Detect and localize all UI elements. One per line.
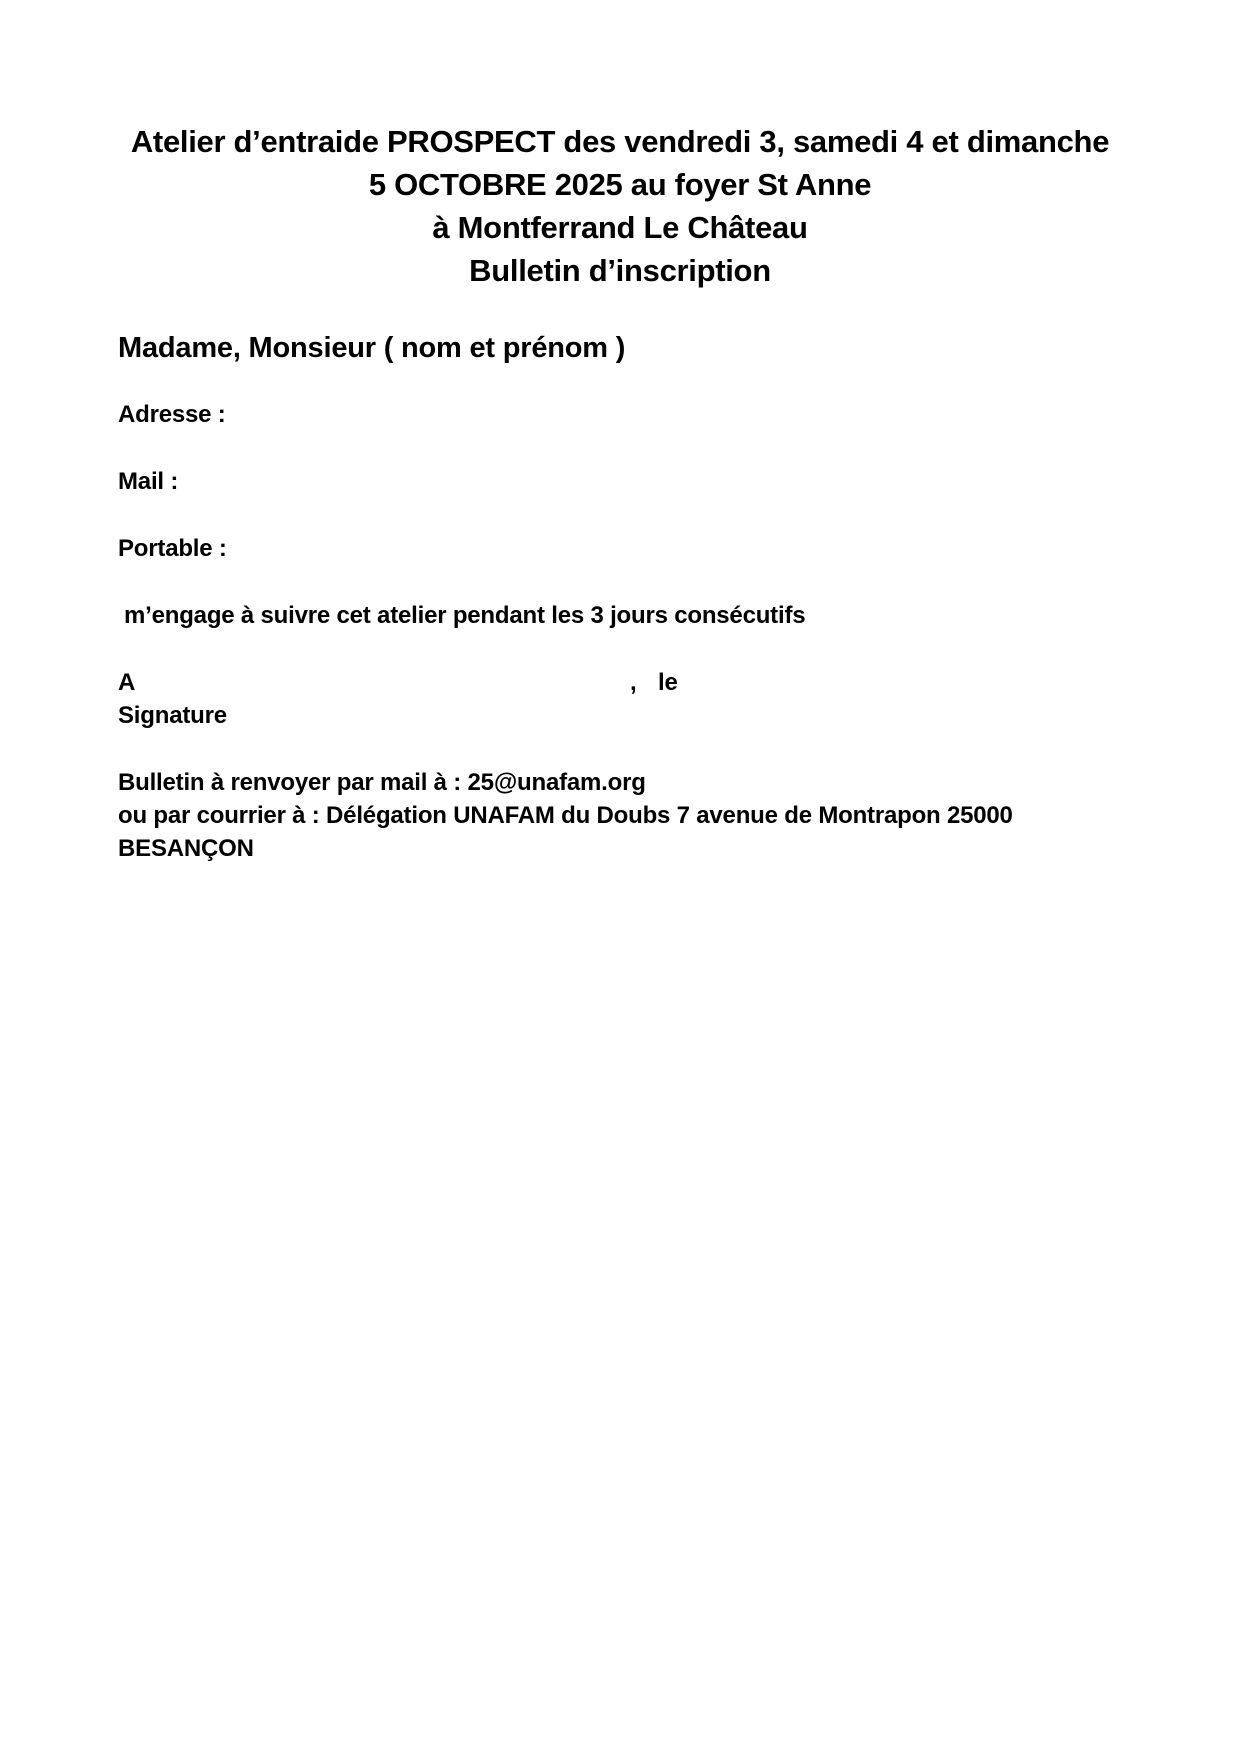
mail-label: Mail : [118, 468, 179, 495]
phone-label: Portable : [118, 535, 227, 562]
commitment-text: m’engage à suivre cet atelier pendant les 3 jours consécutifs [124, 602, 806, 629]
document-title [100, 120, 1140, 292]
return-mail-line: Bulletin à renvoyer par mail à : 25@unafam.org [118, 769, 646, 796]
title-line-4: Bulletin d’inscription [469, 253, 771, 288]
return-city-line: BESANÇON [118, 835, 254, 862]
title-line-1: Atelier d’entraide PROSPECT des vendredi 3, samedi 4 et dimanche [130, 124, 1110, 159]
title-line-3: à Montferrand Le Château [432, 210, 808, 245]
place-label: A [118, 669, 136, 696]
title-line-2: 5 OCTOBRE 2025 au foyer St Anne [368, 167, 872, 202]
return-post-line: ou par courrier à : Délégation UNAFAM du Doubs 7 avenue de Montrapon 25000 [118, 802, 1013, 829]
date-label: le [658, 669, 678, 696]
address-label: Adresse : [118, 401, 226, 428]
name-label: Madame, Monsieur ( nom et prénom ) [118, 332, 626, 364]
comma-separator: , [630, 669, 637, 696]
signature-label: Signature [118, 702, 227, 729]
